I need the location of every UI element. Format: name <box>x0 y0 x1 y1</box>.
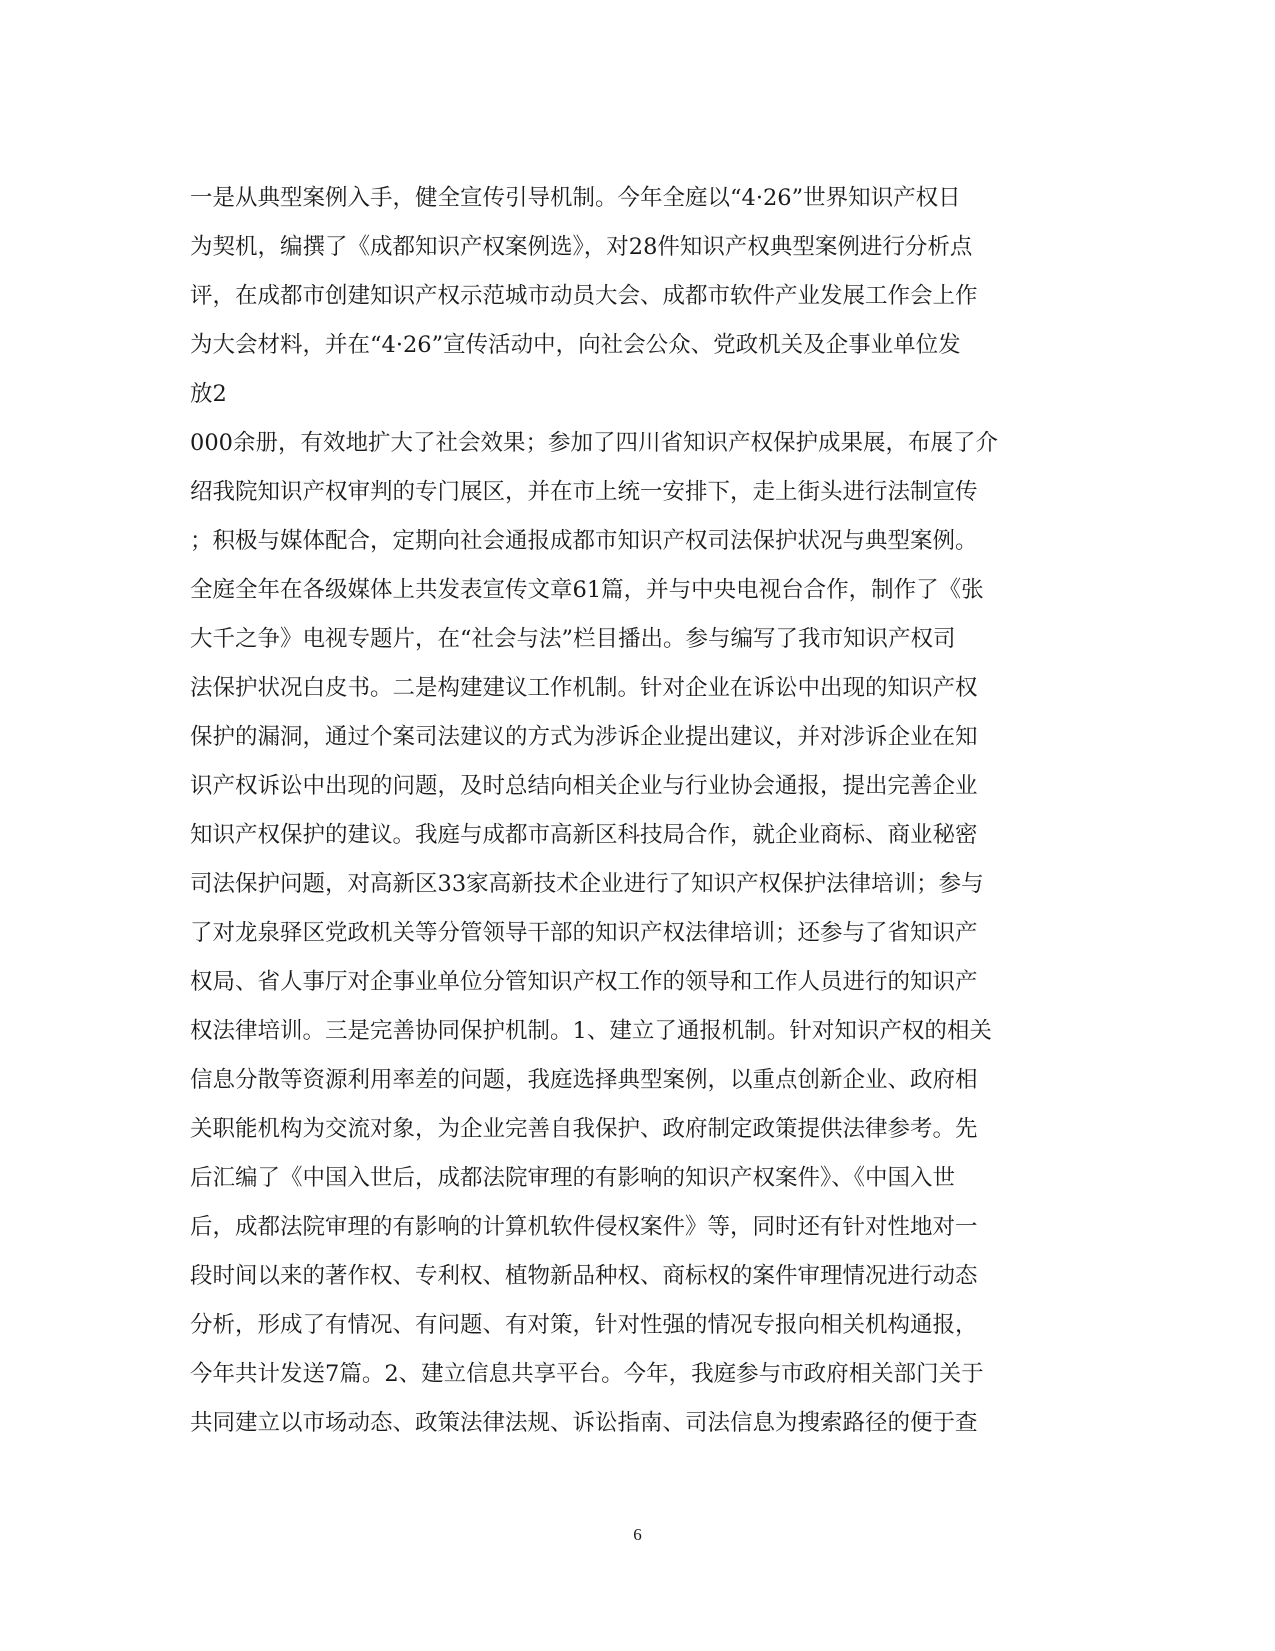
text-line: 法保护状况白皮书。二是构建建议工作机制。针对企业在诉讼中出现的知识产权 <box>190 675 978 701</box>
text-line: 为契机，编撰了《成都知识产权案例选》，对28件知识产权典型案例进行分析点 <box>190 234 973 260</box>
text-line: ；积极与媒体配合，定期向社会通报成都市知识产权司法保护状况与典型案例。 <box>190 528 978 554</box>
text-line: 000余册，有效地扩大了社会效果；参加了四川省知识产权保护成果展，布展了介 <box>190 430 998 456</box>
text-line: 识产权诉讼中出现的问题，及时总结向相关企业与行业协会通报，提出完善企业 <box>190 773 978 799</box>
text-line: 知识产权保护的建议。我庭与成都市高新区科技局合作，就企业商标、商业秘密 <box>190 822 978 848</box>
text-line: 共同建立以市场动态、政策法律法规、诉讼指南、司法信息为搜索路径的便于查 <box>190 1410 978 1436</box>
text-line: 后汇编了《中国入世后，成都法院审理的有影响的知识产权案件》、《中国入世 <box>190 1165 956 1191</box>
text-line: 今年共计发送7篇。2、建立信息共享平台。今年，我庭参与市政府相关部门关于 <box>190 1361 984 1387</box>
text-line: 绍我院知识产权审判的专门展区，并在市上统一安排下，走上街头进行法制宣传 <box>190 479 978 505</box>
text-line: 分析，形成了有情况、有问题、有对策，针对性强的情况专报向相关机构通报， <box>190 1312 978 1338</box>
text-line: 权法律培训。三是完善协同保护机制。1、建立了通报机制。针对知识产权的相关 <box>190 1018 992 1044</box>
text-line: 后，成都法院审理的有影响的计算机软件侵权案件》等，同时还有针对性地对一 <box>190 1214 978 1240</box>
text-line: 段时间以来的著作权、专利权、植物新品种权、商标权的案件审理情况进行动态 <box>190 1263 978 1289</box>
text-line: 信息分散等资源利用率差的问题，我庭选择典型案例，以重点创新企业、政府相 <box>190 1067 978 1093</box>
text-line: 评，在成都市创建知识产权示范城市动员大会、成都市软件产业发展工作会上作 <box>190 283 978 309</box>
page-number: 6 <box>633 1525 642 1544</box>
text-line: 保护的漏洞，通过个案司法建议的方式为涉诉企业提出建议，并对涉诉企业在知 <box>190 724 978 750</box>
text-line: 为大会材料，并在“4·26”宣传活动中，向社会公众、党政机关及企事业单位发 <box>190 332 961 358</box>
text-line: 大千之争》电视专题片，在“社会与法”栏目播出。参与编写了我市知识产权司 <box>190 626 956 652</box>
text-line: 全庭全年在各级媒体上共发表宣传文章61篇，并与中央电视台合作，制作了《张 <box>190 577 984 603</box>
text-line: 关职能机构为交流对象，为企业完善自我保护、政府制定政策提供法律参考。先 <box>190 1116 978 1142</box>
text-line: 一是从典型案例入手，健全宣传引导机制。今年全庭以“4·26”世界知识产权日 <box>190 185 961 211</box>
body-text <box>190 174 1090 1448</box>
text-line: 权局、省人事厅对企事业单位分管知识产权工作的领导和工作人员进行的知识产 <box>190 969 978 995</box>
text-line: 了对龙泉驿区党政机关等分管领导干部的知识产权法律培训；还参与了省知识产 <box>190 920 978 946</box>
text-line: 司法保护问题，对高新区33家高新技术企业进行了知识产权保护法律培训；参与 <box>190 871 984 897</box>
text-line: 放2 <box>190 381 227 407</box>
